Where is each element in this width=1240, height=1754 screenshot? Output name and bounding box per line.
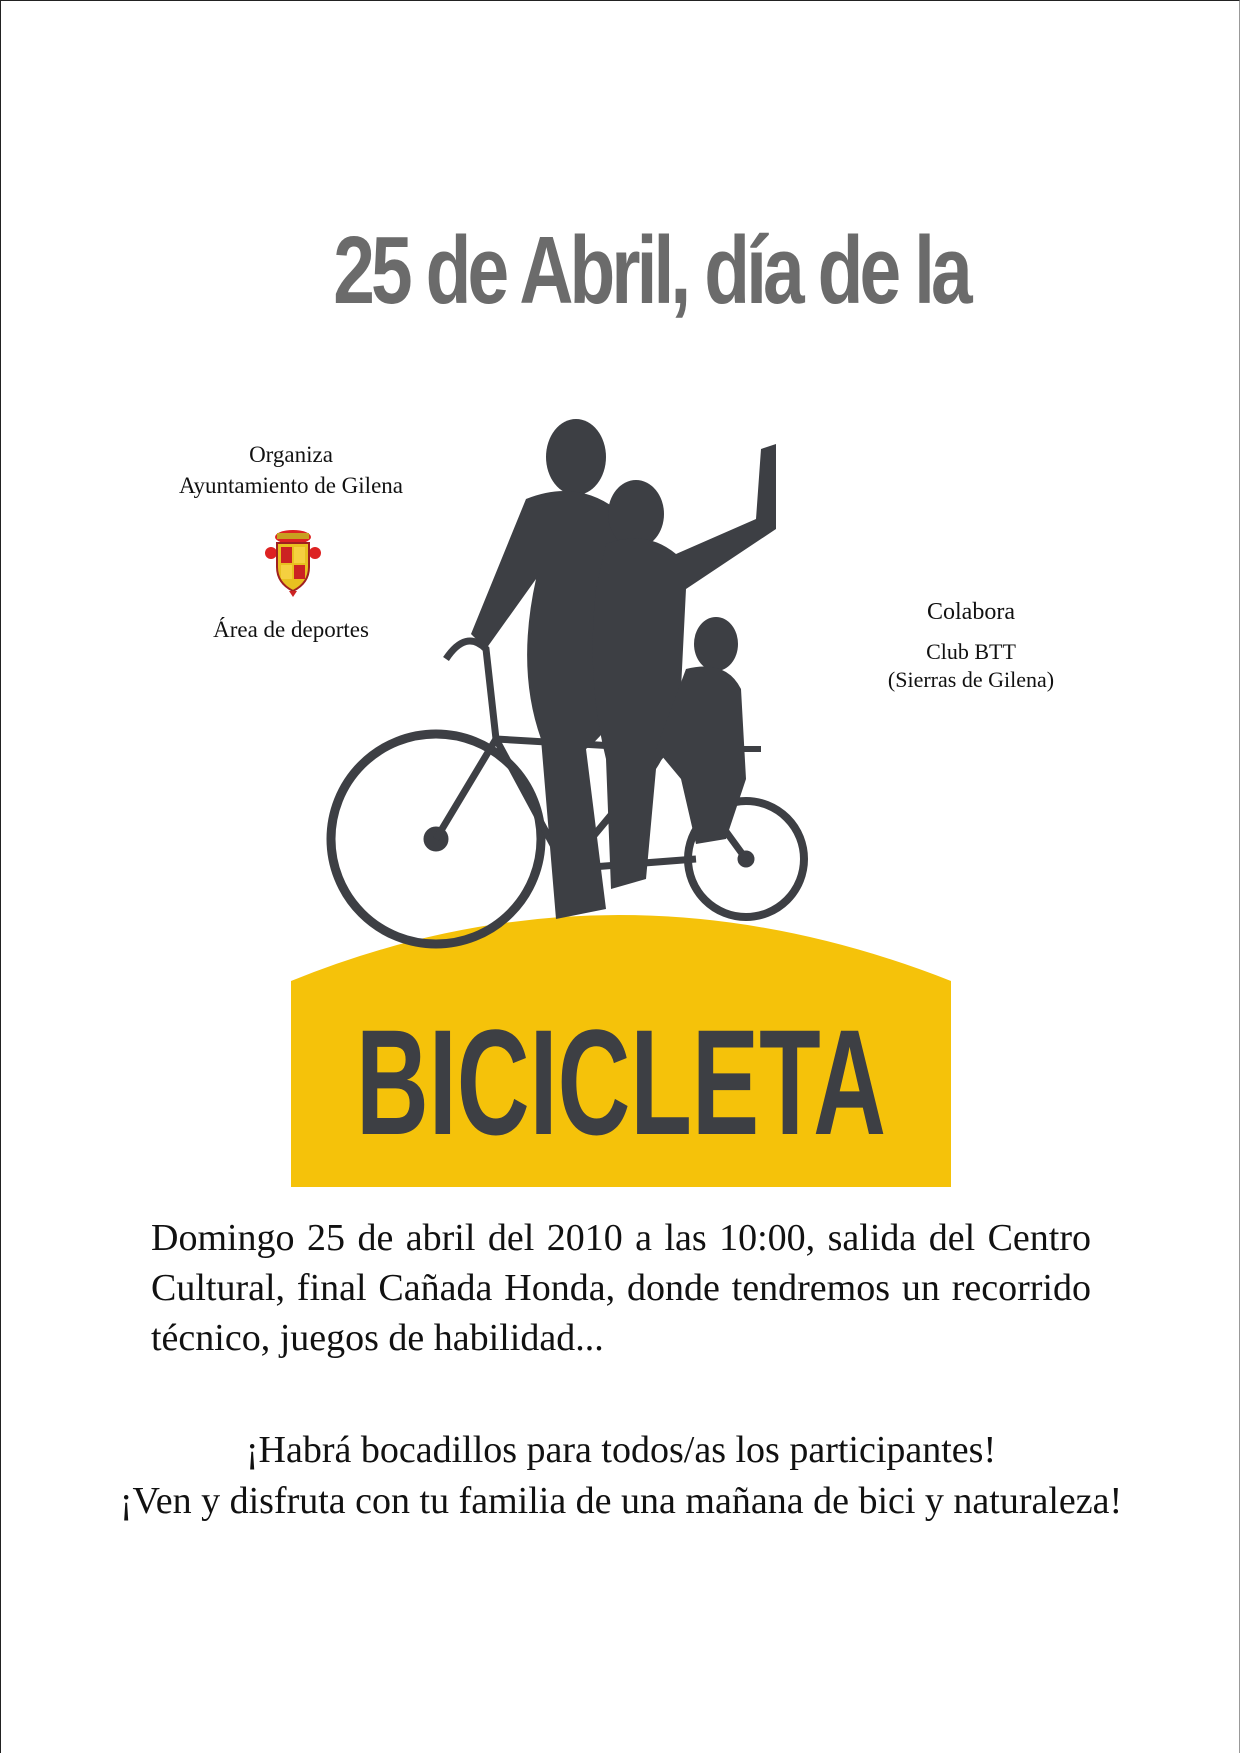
collaborator-detail: (Sierras de Gilena) [887,667,1055,692]
closing-line-1: ¡Habrá bocadillos para todos/as los participantes! [245,1429,997,1471]
event-details: Domingo 25 de abril del 2010 a las 10:00, salida del Centro Cultural, final Cañada Honda, donde tendremos un recorrido técnico, juegos de habilidad... [151,1217,1091,1359]
organizer-department: Área de deportes [213,617,369,642]
organizer-label: Organiza [249,442,333,467]
bicycle-poster-image [286,419,956,1191]
closing-line-2: ¡Ven y disfruta con tu familia de una mañana de bici y naturaleza! [119,1480,1123,1522]
closing-message [111,1425,1131,1527]
collaborator-name: Club BTT [926,639,1016,664]
collaborator-label: Colabora [927,599,1015,625]
flyer-title: 25 de Abril, día de la [333,217,969,324]
banner-word: BICICLETA [356,998,886,1166]
organizer-name: Ayuntamiento de Gilena [179,473,403,498]
